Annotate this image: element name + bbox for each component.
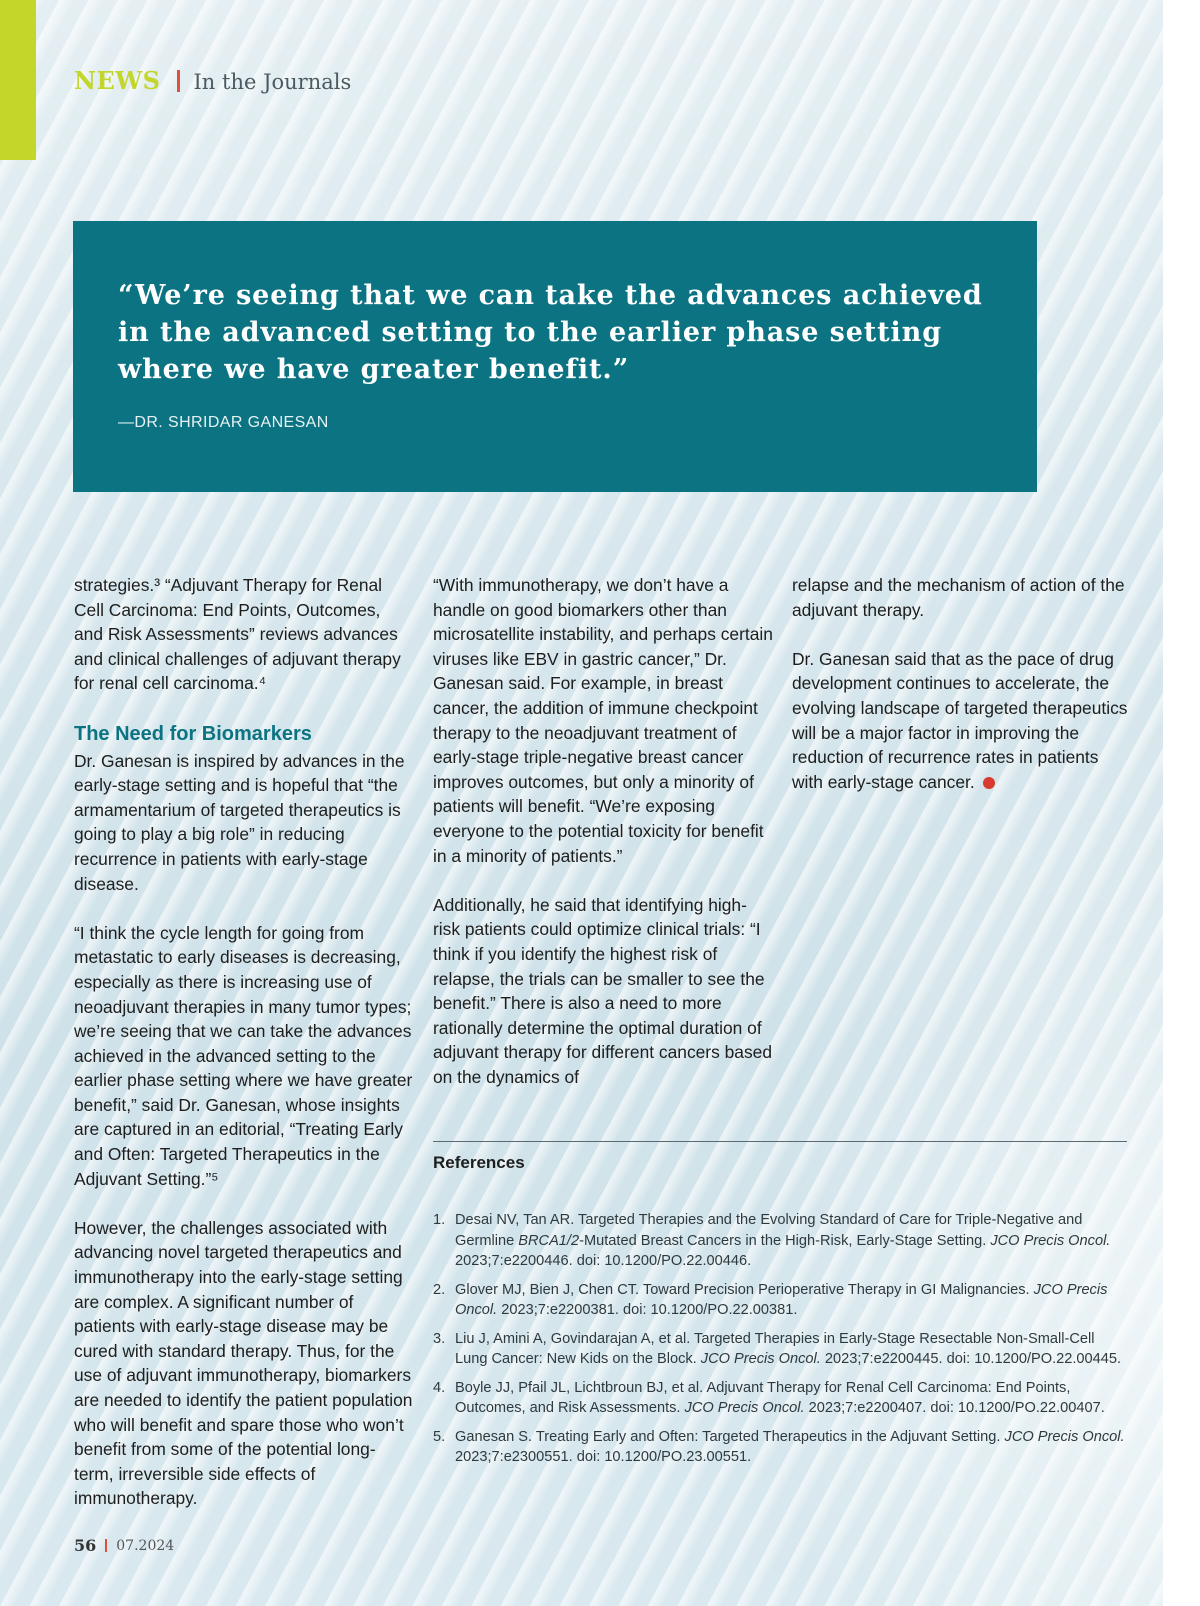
references-divider — [433, 1141, 1127, 1142]
pull-quote — [73, 221, 1037, 492]
reference-text: Glover MJ, Bien J, Chen CT. Toward Precision Perioperative Therapy in GI Malignancies. — [455, 1281, 1034, 1298]
reference-item — [433, 1378, 1127, 1419]
paragraph: However, the challenges associated with advancing novel targeted therapeutics and immunotherapy into the early-stage setting are complex. A significant number of patients with early-stage disease may be cured with standard therapy. Thus, for the use of adjuvant immunotherapy, biomarkers are needed to identify the patient population who will benefit and spare those who won’t benefit from some of the potential long-term, irreversible side effects of immunotherapy. — [74, 1217, 413, 1509]
paragraph: Additionally, he said that identifying high-risk patients could optimize clinical trials: “I think if you identify the highest risk of relapse, the trials can be smaller to see the benefit.” There is also a need to more rationally determine the optimal duration of adjuvant therapy for different cancers based on the dynamics of — [433, 894, 773, 1087]
reference-journal: JCO Precis Oncol. — [990, 1232, 1111, 1249]
paragraph — [792, 647, 1132, 795]
page-footer — [74, 1536, 174, 1555]
subheading: The Need for Biomarkers — [74, 722, 312, 745]
paragraph: strategies.³ “Adjuvant Therapy for Renal Cell Carcinoma: End Points, Outcomes, and Risk Assessments” reviews advances and clinical challenges of adjuvant therapy for renal cell carcinoma.⁴ — [74, 575, 401, 694]
paragraph: “With immunotherapy, we don’t have a handle on good biomarkers other than microsatellite instability, and perhaps certain viruses like EBV in gastric cancer,” Dr. Ganesan said. For example, in breast cancer, the addition of immune checkpoint therapy to the neoadjuvant treatment of early-stage triple-negative breast cancer improves outcomes, but only a minority of patients will benefit. “We’re exposing everyone to the potential toxicity for benefit in a minority of patients.” — [433, 575, 773, 866]
section-header — [74, 66, 351, 95]
reference-citation: 2023;7:e2200445. doi: 10.1200/PO.22.00445. — [820, 1351, 1122, 1367]
section-accent-bar — [0, 0, 36, 160]
end-mark-icon — [983, 777, 995, 789]
reference-gene: BRCA1/2 — [518, 1232, 580, 1249]
issue-date: 07.2024 — [116, 1537, 175, 1554]
reference-text: -Mutated Breast Cancers in the High-Risk, Early-Stage Setting. — [579, 1232, 991, 1249]
article-column-2 — [433, 573, 773, 1114]
paragraph: relapse and the mechanism of action of the adjuvant therapy. — [792, 575, 1125, 620]
reference-citation: 2023;7:e2200446. doi: 10.1200/PO.22.00446. — [455, 1253, 752, 1269]
reference-number: 4. — [433, 1379, 446, 1396]
reference-text: Ganesan S. Treating Early and Often: Targeted Therapeutics in the Adjuvant Setting. — [455, 1428, 1005, 1445]
reference-citation: 2023;7:e2200407. doi: 10.1200/PO.22.00407. — [804, 1400, 1105, 1416]
footer-separator — [105, 1539, 107, 1552]
reference-journal: JCO Precis Oncol. — [684, 1400, 805, 1416]
reference-text: Boyle JJ, Pfail JL, Lichtbroun BJ, et al. Adjuvant Therapy for Renal Cell Carcinoma: End Points, Outcomes, and Risk Assessments. — [455, 1379, 1071, 1416]
reference-journal: JCO Precis Oncol. — [1004, 1428, 1125, 1445]
section-label: NEWS — [74, 66, 161, 95]
reference-text: Liu J, Amini A, Govindarajan A, et al. Targeted Therapies in Early-Stage Resectable Non-Small-Cell Lung Cancer: New Kids on the Block. — [455, 1330, 1095, 1367]
reference-journal: JCO Precis Oncol. — [455, 1281, 1108, 1318]
article-column-1 — [74, 573, 414, 1536]
page-margin — [1163, 0, 1200, 1606]
page-number: 56 — [74, 1536, 97, 1555]
reference-item — [433, 1280, 1127, 1321]
reference-item — [433, 1427, 1127, 1468]
header-separator — [177, 70, 180, 92]
article-column-3 — [792, 573, 1132, 819]
reference-item — [433, 1210, 1127, 1272]
reference-number: 2. — [433, 1281, 446, 1298]
reference-number: 1. — [433, 1212, 446, 1228]
reference-number: 5. — [433, 1428, 446, 1445]
references-heading: References — [433, 1153, 525, 1172]
reference-citation: 2023;7:e2300551. doi: 10.1200/PO.23.00551. — [455, 1449, 752, 1465]
subsection-label: In the Journals — [193, 70, 352, 94]
pull-quote-text: “We’re seeing that we can take the advances achieved in the advanced setting to the earlier phase setting where we have greater benefit.” — [118, 280, 983, 385]
reference-number: 3. — [433, 1330, 446, 1347]
reference-item — [433, 1329, 1127, 1370]
reference-citation: 2023;7:e2200381. doi: 10.1200/PO.22.00381. — [497, 1302, 798, 1318]
pull-quote-attribution: —DR. SHRIDAR GANESAN — [118, 414, 329, 431]
paragraph: “I think the cycle length for going from metastatic to early diseases is decreasing, especially as there is increasing use of neoadjuvant therapies in many tumor types; we’re seeing that we can take the advances achieved in the advanced setting to the earlier phase setting where we have greater benefit,” said Dr. Ganesan, whose insights are captured in an editorial, “Treating Early and Often: Targeted Therapeutics in the Adjuvant Setting.”⁵ — [74, 922, 413, 1189]
reference-text: Desai NV, Tan AR. Targeted Therapies and the Evolving Standard of Care for Triple-Negative and Germline — [455, 1212, 1083, 1249]
reference-journal: JCO Precis Oncol. — [700, 1351, 821, 1367]
references-list — [433, 1210, 1127, 1476]
closing-paragraph-text: Dr. Ganesan said that as the pace of drug development continues to accelerate, the evolving landscape of targeted therapeutics will be a major factor in improving the reduction of recurrence rates in patients with early-stage cancer. — [792, 648, 1128, 792]
paragraph: Dr. Ganesan is inspired by advances in the early-stage setting and is hopeful that “the armamentarium of targeted therapeutics is going to play a big role” in reducing recurrence in patients with early-stage disease. — [74, 750, 405, 894]
